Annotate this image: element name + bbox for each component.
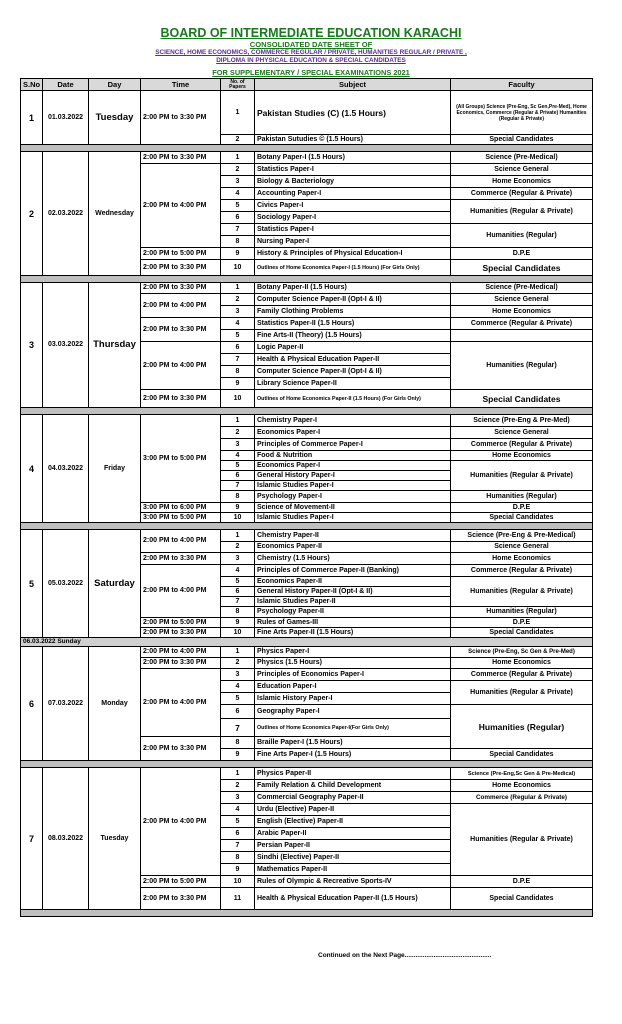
table-row	[21, 647, 593, 658]
time-cell: 2:00 PM to 3:30 PM	[141, 628, 221, 638]
day-cell: Monday	[89, 647, 141, 761]
paper-no-cell: 5	[221, 461, 255, 471]
subject-cell: Health & Physical Education Paper-II (1.5 Hours)	[255, 888, 451, 910]
paper-no-cell: 3	[221, 306, 255, 318]
separator-row	[21, 910, 593, 917]
paper-no-cell: 11	[221, 888, 255, 910]
paper-no-cell: 1	[221, 647, 255, 658]
subject-cell: Braille Paper-I (1.5 Hours)	[255, 737, 451, 749]
table-row	[21, 768, 593, 780]
day-cell: Friday	[89, 415, 141, 523]
paper-no-cell: 1	[221, 530, 255, 542]
faculty-cell: Home Economics	[451, 658, 593, 669]
paper-no-cell: 2	[221, 164, 255, 176]
paper-no-cell: 3	[221, 439, 255, 451]
date-cell: 07.03.2022	[43, 647, 89, 761]
time-cell: 2:00 PM to 5:00 PM	[141, 618, 221, 628]
date-cell: 03.03.2022	[43, 283, 89, 408]
subject-cell: Islamic Studies Paper-I	[255, 481, 451, 491]
paper-no-cell: 8	[221, 607, 255, 618]
faculty-cell: Special Candidates	[451, 390, 593, 408]
faculty-cell: Science (Pre-Eng & Pre-Med)	[451, 415, 593, 427]
faculty-cell: D.P.E	[451, 618, 593, 628]
faculty-cell: (All Groups) Science (Pre-Eng, Sc Gen,Pre-Med), Home Economics, Commerce (Regular & Private) Humanities (Regular & Private)	[451, 91, 593, 135]
paper-no-cell: 2	[221, 294, 255, 306]
subject-cell: Education Paper-I	[255, 681, 451, 693]
separator-row	[21, 761, 593, 768]
faculty-cell: Science (Pre-Medical)	[451, 283, 593, 294]
time-cell: 2:00 PM to 3:30 PM	[141, 658, 221, 669]
paper-no-cell: 5	[221, 330, 255, 342]
subject-cell: Psychology Paper-I	[255, 491, 451, 503]
faculty-cell: Home Economics	[451, 451, 593, 461]
paper-no-cell: 7	[221, 354, 255, 366]
separator-row	[21, 276, 593, 283]
paper-no-cell: 5	[221, 816, 255, 828]
subject-cell: Computer Science Paper-II (Opt-I & II)	[255, 294, 451, 306]
sno-cell: 2	[21, 152, 43, 276]
paper-no-cell: 3	[221, 553, 255, 565]
date-cell: 04.03.2022	[43, 415, 89, 523]
date-cell: 02.03.2022	[43, 152, 89, 276]
paper-no-cell: 7	[221, 481, 255, 491]
subject-cell: Pakistan Sutudies © (1.5 Hours)	[255, 135, 451, 145]
col-subject: Subject	[255, 79, 451, 91]
subject-cell: Arabic Paper-II	[255, 828, 451, 840]
subject-cell: Library Science Paper-II	[255, 378, 451, 390]
subject-cell: Geography Paper-I	[255, 705, 451, 719]
subject-cell: Rules of Olympic & Recreative Sports-IV	[255, 876, 451, 888]
paper-no-cell: 8	[221, 236, 255, 248]
faculty-cell: Home Economics	[451, 780, 593, 792]
faculty-cell: Humanities (Regular)	[451, 342, 593, 390]
subject-cell: Family Relation & Child Development	[255, 780, 451, 792]
faculty-cell: Science (Pre-Medical)	[451, 152, 593, 164]
subject-cell: Psychology Paper-II	[255, 607, 451, 618]
time-cell: 2:00 PM to 4:00 PM	[141, 294, 221, 318]
table-row	[21, 152, 593, 164]
faculty-cell: Science General	[451, 427, 593, 439]
subject-cell: Computer Science Paper-II (Opt-I & II)	[255, 366, 451, 378]
paper-no-cell: 6	[221, 212, 255, 224]
time-cell: 2:00 PM to 3:30 PM	[141, 152, 221, 164]
faculty-cell: Commerce (Regular & Private)	[451, 188, 593, 200]
faculty-cell: Humanities (Regular)	[451, 607, 593, 618]
faculty-cell: Commerce (Regular & Private)	[451, 792, 593, 804]
sno-cell: 7	[21, 768, 43, 910]
faculty-cell: Commerce (Regular & Private)	[451, 318, 593, 330]
subject-cell: Physics Paper-II	[255, 768, 451, 780]
paper-no-cell: 9	[221, 864, 255, 876]
subject-cell: Civics Paper-I	[255, 200, 451, 212]
paper-no-cell: 9	[221, 378, 255, 390]
subject-cell: Islamic History Paper-I	[255, 693, 451, 705]
board-title: BOARD OF INTERMEDIATE EDUCATION KARACHI	[160, 26, 462, 40]
subject-cell: Logic Paper-II	[255, 342, 451, 354]
paper-no-cell: 2	[221, 542, 255, 553]
time-cell: 2:00 PM to 3:30 PM	[141, 91, 221, 145]
subject-cell: Botany Paper-I (1.5 Hours)	[255, 152, 451, 164]
faculty-cell	[451, 330, 593, 342]
faculty-cell: D.P.E	[451, 248, 593, 260]
paper-no-cell: 3	[221, 669, 255, 681]
subject-cell: Outlines of Home Economics Paper-II (1.5 Hours) (For Girls Only)	[255, 390, 451, 408]
subject-cell: Sociology Paper-I	[255, 212, 451, 224]
paper-no-cell: 10	[221, 390, 255, 408]
paper-no-cell: 1	[221, 152, 255, 164]
sno-cell: 6	[21, 647, 43, 761]
date-cell: 08.03.2022	[43, 768, 89, 910]
faculty-cell: Humanities (Regular & Private)	[451, 804, 593, 876]
faculty-cell: Humanities (Regular)	[451, 491, 593, 503]
paper-no-cell: 7	[221, 224, 255, 236]
paper-no-cell: 5	[221, 577, 255, 587]
faculty-cell: D.P.E	[451, 876, 593, 888]
faculty-cell: Science General	[451, 164, 593, 176]
table-row	[21, 415, 593, 427]
time-cell: 2:00 PM to 3:30 PM	[141, 318, 221, 342]
subject-cell: Principles of Commerce Paper-II (Banking)	[255, 565, 451, 577]
paper-no-cell: 10	[221, 628, 255, 638]
streams-line: SCIENCE, HOME ECONOMICS, COMMERCE REGULAR / PRIVATE, HUMANITIES REGULAR / PRIVATE ,	[155, 49, 467, 56]
subject-cell: Statistics Paper-II (1.5 Hours)	[255, 318, 451, 330]
paper-no-cell: 1	[221, 768, 255, 780]
time-cell: 2:00 PM to 4:00 PM	[141, 669, 221, 737]
subject-cell: Outlines of Home Economics Paper-I (1.5 Hours) (For Girls Only)	[255, 260, 451, 276]
faculty-cell: D.P.E	[451, 503, 593, 513]
faculty-cell: Commerce (Regular & Private)	[451, 565, 593, 577]
paper-no-cell: 3	[221, 176, 255, 188]
faculty-cell: Home Economics	[451, 306, 593, 318]
paper-no-cell: 8	[221, 852, 255, 864]
day-cell: Thursday	[89, 283, 141, 408]
faculty-cell: Science (Pre-Eng, Sc Gen & Pre-Med)	[451, 647, 593, 658]
subject-cell: Outlines of Home Economics Paper-I(For Girls Only)	[255, 719, 451, 737]
subject-cell: Botany Paper-II (1.5 Hours)	[255, 283, 451, 294]
paper-no-cell: 5	[221, 693, 255, 705]
faculty-cell: Science (Pre-Eng & Pre-Medical)	[451, 530, 593, 542]
table-row	[21, 283, 593, 294]
paper-no-cell: 9	[221, 749, 255, 761]
col-day: Day	[89, 79, 141, 91]
subject-cell: Science of Movement-II	[255, 503, 451, 513]
subject-cell: Chemistry (1.5 Hours)	[255, 553, 451, 565]
table-row	[21, 91, 593, 135]
day-cell: Saturday	[89, 530, 141, 638]
paper-no-cell: 4	[221, 451, 255, 461]
separator-row	[21, 408, 593, 415]
diploma-line: DIPLOMA IN PHYSICAL EDUCATION & SPECIAL CANDIDATES	[216, 57, 406, 64]
faculty-cell: Home Economics	[451, 553, 593, 565]
subject-cell: Food & Nutrition	[255, 451, 451, 461]
faculty-cell: Humanities (Regular)	[451, 705, 593, 749]
sunday-row	[21, 638, 593, 647]
subject-cell: Health & Physical Education Paper-II	[255, 354, 451, 366]
time-cell: 2:00 PM to 5:00 PM	[141, 248, 221, 260]
subject-cell: Physics Paper-I	[255, 647, 451, 658]
faculty-cell: Special Candidates	[451, 260, 593, 276]
subject-cell: Accounting Paper-I	[255, 188, 451, 200]
continued-note: Continued on the Next Page................................................	[318, 952, 492, 959]
time-cell: 2:00 PM to 4:00 PM	[141, 565, 221, 618]
paper-no-cell: 10	[221, 260, 255, 276]
subject-cell: Rules of Games-III	[255, 618, 451, 628]
faculty-cell: Humanities (Regular & Private)	[451, 200, 593, 224]
time-cell: 2:00 PM to 4:00 PM	[141, 342, 221, 390]
subject-cell: History & Principles of Physical Education-I	[255, 248, 451, 260]
sno-cell: 3	[21, 283, 43, 408]
subject-cell: Islamic Studies Paper-I	[255, 513, 451, 523]
paper-no-cell: 6	[221, 471, 255, 481]
subject-cell: Fine Arts-II (Theory) (1.5 Hours)	[255, 330, 451, 342]
time-cell: 2:00 PM to 3:30 PM	[141, 737, 221, 761]
subject-cell: Sindhi (Elective) Paper-II	[255, 852, 451, 864]
day-cell: Tuesday	[89, 768, 141, 910]
col-sno: S.No	[21, 79, 43, 91]
paper-no-cell: 1	[221, 415, 255, 427]
faculty-cell: Science (Pre-Eng,Sc Gen & Pre-Medical)	[451, 768, 593, 780]
date-cell: 01.03.2022	[43, 91, 89, 145]
subject-cell: Physics (1.5 Hours)	[255, 658, 451, 669]
faculty-cell: Home Economics	[451, 176, 593, 188]
time-cell: 3:00 PM to 5:00 PM	[141, 415, 221, 503]
sheet-subtitle: CONSOLIDATED DATE SHEET OF	[249, 40, 373, 49]
subject-cell: Fine Arts Paper-II (1.5 Hours)	[255, 628, 451, 638]
paper-no-cell: 6	[221, 828, 255, 840]
subject-cell: Biology & Bacteriology	[255, 176, 451, 188]
faculty-cell: Humanities (Regular & Private)	[451, 681, 593, 705]
separator-row	[21, 523, 593, 530]
subject-cell: Statistics Paper-I	[255, 224, 451, 236]
time-cell: 2:00 PM to 3:30 PM	[141, 390, 221, 408]
time-cell: 2:00 PM to 3:30 PM	[141, 260, 221, 276]
time-cell: 3:00 PM to 5:00 PM	[141, 513, 221, 523]
paper-no-cell: 4	[221, 804, 255, 816]
time-cell: 2:00 PM to 4:00 PM	[141, 530, 221, 553]
faculty-cell: Humanities (Regular)	[451, 224, 593, 248]
paper-no-cell: 7	[221, 597, 255, 607]
time-cell: 2:00 PM to 3:30 PM	[141, 888, 221, 910]
table-row	[21, 530, 593, 542]
subject-cell: Economics Paper-II	[255, 542, 451, 553]
faculty-cell: Special Candidates	[451, 888, 593, 910]
paper-no-cell: 4	[221, 318, 255, 330]
subject-cell: Economics Paper-I	[255, 461, 451, 471]
time-cell: 2:00 PM to 3:30 PM	[141, 283, 221, 294]
date-cell: 05.03.2022	[43, 530, 89, 638]
faculty-cell: Special Candidates	[451, 749, 593, 761]
time-cell: 3:00 PM to 6:00 PM	[141, 503, 221, 513]
subject-cell: Pakistan Studies (C) (1.5 Hours)	[255, 91, 451, 135]
paper-no-cell: 1	[221, 283, 255, 294]
sno-cell: 1	[21, 91, 43, 145]
subject-cell: Economics Paper-I	[255, 427, 451, 439]
col-time: Time	[141, 79, 221, 91]
subject-cell: Islamic Studies Paper-II	[255, 597, 451, 607]
time-cell: 2:00 PM to 4:00 PM	[141, 647, 221, 658]
sno-cell: 4	[21, 415, 43, 523]
subject-cell: Chemistry Paper-I	[255, 415, 451, 427]
paper-no-cell: 7	[221, 719, 255, 737]
subject-cell: Principles of Commerce Paper-I	[255, 439, 451, 451]
paper-no-cell: 2	[221, 427, 255, 439]
subject-cell: Nursing Paper-I	[255, 236, 451, 248]
paper-no-cell: 10	[221, 513, 255, 523]
paper-no-cell: 9	[221, 618, 255, 628]
subject-cell: Urdu (Elective) Paper-II	[255, 804, 451, 816]
exam-line: FOR SUPPLEMENTARY / SPECIAL EXAMINATIONS 2021	[212, 68, 410, 77]
time-cell: 2:00 PM to 4:00 PM	[141, 768, 221, 876]
paper-no-cell: 9	[221, 503, 255, 513]
paper-no-cell: 5	[221, 200, 255, 212]
subject-cell: Economics Paper-II	[255, 577, 451, 587]
day-cell: Wednesday	[89, 152, 141, 276]
subject-cell: Family Clothing Problems	[255, 306, 451, 318]
paper-no-cell: 4	[221, 565, 255, 577]
subject-cell: Principles of Economics Paper-I	[255, 669, 451, 681]
table-header-row	[21, 79, 593, 91]
paper-no-cell: 8	[221, 491, 255, 503]
time-cell: 2:00 PM to 4:00 PM	[141, 164, 221, 248]
faculty-cell: Special Candidates	[451, 628, 593, 638]
subject-cell: General History Paper-I	[255, 471, 451, 481]
faculty-cell: Commerce (Regular & Private)	[451, 439, 593, 451]
paper-no-cell: 4	[221, 681, 255, 693]
paper-no-cell: 2	[221, 658, 255, 669]
faculty-cell: Science General	[451, 294, 593, 306]
faculty-cell: Commerce (Regular & Private)	[451, 669, 593, 681]
faculty-cell: Humanities (Regular & Private)	[451, 577, 593, 607]
paper-no-cell: 6	[221, 342, 255, 354]
paper-no-cell: 6	[221, 587, 255, 597]
subject-cell: Fine Arts Paper-I (1.5 Hours)	[255, 749, 451, 761]
sno-cell: 5	[21, 530, 43, 638]
separator-row	[21, 145, 593, 152]
date-sheet-table	[20, 78, 593, 917]
col-date: Date	[43, 79, 89, 91]
time-cell: 2:00 PM to 5:00 PM	[141, 876, 221, 888]
paper-no-cell: 8	[221, 737, 255, 749]
paper-no-cell: 2	[221, 135, 255, 145]
paper-no-cell: 4	[221, 188, 255, 200]
subject-cell: Mathematics Paper-II	[255, 864, 451, 876]
col-papers: No. of Papers	[221, 79, 255, 91]
subject-cell: Chemistry Paper-II	[255, 530, 451, 542]
paper-no-cell: 6	[221, 705, 255, 719]
time-cell: 2:00 PM to 3:30 PM	[141, 553, 221, 565]
subject-cell: General History Paper-II (Opt-I & II)	[255, 587, 451, 597]
paper-no-cell: 9	[221, 248, 255, 260]
day-cell: Tuesday	[89, 91, 141, 145]
paper-no-cell: 8	[221, 366, 255, 378]
faculty-cell: Humanities (Regular & Private)	[451, 461, 593, 491]
paper-no-cell: 3	[221, 792, 255, 804]
col-faculty: Faculty	[451, 79, 593, 91]
paper-no-cell: 7	[221, 840, 255, 852]
sunday-note: 06.03.2022 Sunday	[21, 638, 593, 647]
subject-cell: English (Elective) Paper-II	[255, 816, 451, 828]
faculty-cell: Special Candidates	[451, 135, 593, 145]
faculty-cell: Special Candidates	[451, 513, 593, 523]
paper-no-cell: 1	[221, 91, 255, 135]
subject-cell: Statistics Paper-I	[255, 164, 451, 176]
faculty-cell: Science General	[451, 542, 593, 553]
paper-no-cell: 10	[221, 876, 255, 888]
paper-no-cell: 2	[221, 780, 255, 792]
subject-cell: Commercial Geography Paper-II	[255, 792, 451, 804]
subject-cell: Persian Paper-II	[255, 840, 451, 852]
